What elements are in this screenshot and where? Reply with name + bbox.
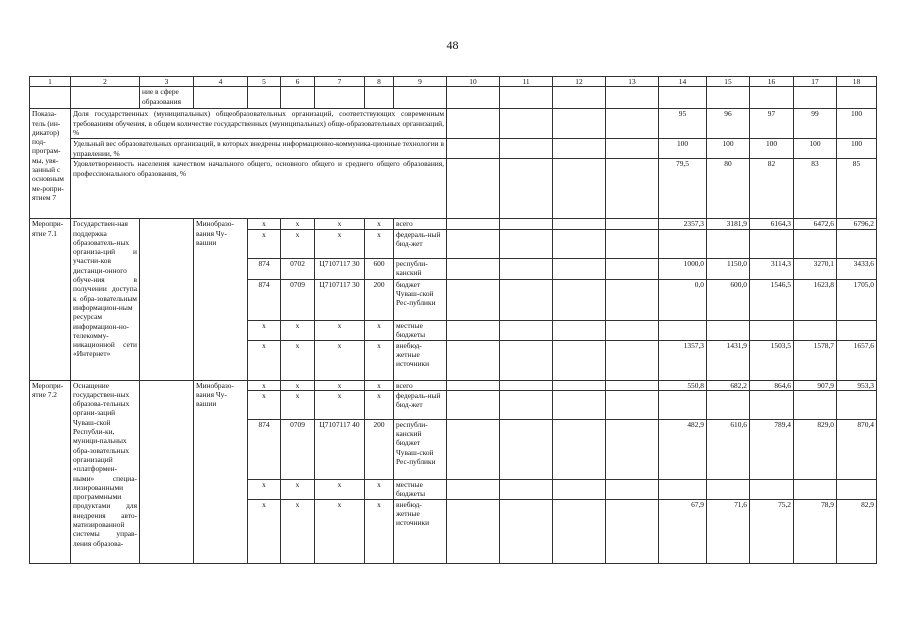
funding-source: федераль-ный бюд-жет (394, 229, 447, 258)
column-number: 7 (315, 77, 365, 87)
funding-row: x x x x внебюд-жетные источники 67,9 71,6 75,2 78,9 82,9 (30, 499, 877, 563)
column-number: 8 (365, 77, 394, 87)
value-cell: 96 (707, 109, 750, 139)
indicator-text: Удельный вес образовательных организаций, в которых внедрены информационно-коммуника-ционные технологии в управлении, % (71, 139, 447, 159)
funding-row: Меропри-ятие 7.1 Государствен-ная поддержка образователь-ных организа-ций и участни-ков дистанци-онного обуче-ния в получении доступа к обра-зовательным информацион-ным ресурсам информацион-но-телекомму-никационной сети «Интернет» Минобразо-вания Чу-вашии x x x x всего 2357,3 3181,9 6164,3 6472,6 6796,2 (30, 219, 877, 229)
value-cell: 67,9 (659, 499, 707, 563)
value-cell: 1503,5 (750, 340, 794, 380)
value-cell: 2357,3 (659, 219, 707, 229)
funding-source: местные бюджеты (394, 479, 447, 499)
column-number: 1 (30, 77, 71, 87)
funding-source: республи-канский (394, 258, 447, 279)
column-number: 10 (447, 77, 500, 87)
value-cell: 83 (794, 159, 837, 219)
value-cell: 1657,6 (837, 340, 877, 380)
value-cell: 1431,9 (707, 340, 750, 380)
indicator-row (30, 139, 877, 159)
value-cell: 3270,1 (794, 258, 837, 279)
page-number: 48 (446, 38, 459, 52)
measure-title: Оснащение государствен-ных образова-тельных органи-заций Чуваш-ской Республи-ки, муници-пальных обра-зовательных организаций «платформен-ными» специа-лизированными программными продуктами для внедрения авто-матизированной системы управ-ления образова- (71, 380, 140, 563)
value-cell: 1150,0 (707, 258, 750, 279)
column-number: 4 (194, 77, 248, 87)
indicator-text: Удовлетворенность населения качеством начального общего, основного общего и среднего общего образования, профессионального образования, % (71, 159, 447, 219)
funding-row: x x x x федераль-ный бюд-жет (30, 229, 877, 258)
value-cell: 80 (707, 159, 750, 219)
column-number: 13 (606, 77, 659, 87)
value-cell: 95 (659, 109, 707, 139)
value-cell: 1000,0 (659, 258, 707, 279)
funding-source: федераль-ный бюд-жет (394, 390, 447, 419)
budget-table (29, 76, 877, 564)
value-cell: 3114,3 (750, 258, 794, 279)
value-cell: 600,0 (707, 279, 750, 320)
value-cell: 100 (794, 139, 837, 159)
value-cell: 482,9 (659, 419, 707, 479)
value-cell: 1357,3 (659, 340, 707, 380)
value-cell: 864,6 (750, 380, 794, 390)
column-number: 5 (248, 77, 281, 87)
column-number: 18 (837, 77, 877, 87)
column-number: 6 (281, 77, 315, 87)
executor: Минобразо-вания Чу-вашии (194, 380, 248, 563)
column-number: 15 (707, 77, 750, 87)
value-cell: 829,0 (794, 419, 837, 479)
measure-label: Меропри-ятие 7.2 (30, 380, 71, 563)
value-cell: 953,3 (837, 380, 877, 390)
funding-row: x x x x внебюд-жетные источники 1357,3 1431,9 1503,5 1578,7 1657,6 (30, 340, 877, 380)
funding-row: x x x x местные бюджеты (30, 479, 877, 499)
value-cell: 907,9 (794, 380, 837, 390)
value-cell: 1578,7 (794, 340, 837, 380)
executor: Минобразо-вания Чу-вашии (194, 219, 248, 380)
value-cell: 85 (837, 159, 877, 219)
value-cell: 100 (837, 109, 877, 139)
column-number-row (30, 77, 877, 87)
value-cell: 78,9 (794, 499, 837, 563)
carry-over-text: ние в сфере образования (140, 87, 194, 109)
column-number: 9 (394, 77, 447, 87)
value-cell: 79,5 (659, 159, 707, 219)
funding-source: внебюд-жетные источники (394, 340, 447, 380)
value-cell: 6796,2 (837, 219, 877, 229)
indicator-row (30, 159, 877, 219)
value-cell: 3181,9 (707, 219, 750, 229)
value-cell: 870,4 (837, 419, 877, 479)
value-cell: 97 (750, 109, 794, 139)
column-number: 17 (794, 77, 837, 87)
value-cell: 3433,6 (837, 258, 877, 279)
value-cell: 100 (659, 139, 707, 159)
funding-source: бюджет Чуваш-ской Рес-публики (394, 279, 447, 320)
funding-row: 874 0709 Ц7107117 40 200 республи-канский бюджет Чуваш-ской Рес-публики 482,9 610,6 789,4 829,0 870,4 (30, 419, 877, 479)
indicator-label: Показа-тель (ин-дикатор) под-програм-мы, увя-занный с основным ме-ропри-ятием 7 (30, 109, 71, 219)
funding-source: местные бюджеты (394, 320, 447, 340)
value-cell: 99 (794, 109, 837, 139)
value-cell: 6164,3 (750, 219, 794, 229)
funding-row: 874 0702 Ц7107117 30 600 республи-канский 1000,0 1150,0 3114,3 3270,1 3433,6 (30, 258, 877, 279)
column-number: 14 (659, 77, 707, 87)
column-number: 16 (750, 77, 794, 87)
funding-source: всего (394, 380, 447, 390)
value-cell: 82,9 (837, 499, 877, 563)
column-number: 3 (140, 77, 194, 87)
value-cell: 610,6 (707, 419, 750, 479)
column-number: 2 (71, 77, 140, 87)
funding-source: внебюд-жетные источники (394, 499, 447, 563)
funding-row: x x x x федераль-ный бюд-жет (30, 390, 877, 419)
value-cell: 789,4 (750, 419, 794, 479)
indicator-text: Доля государственных (муниципальных) общеобразовательных организаций, соответствующих современным требованиям обучения, в общем количестве государственных (муниципальных) обще-образовательных организаций, % (71, 109, 447, 139)
value-cell: 682,2 (707, 380, 750, 390)
funding-row: 874 0709 Ц7107117 30 200 бюджет Чуваш-ской Рес-публики 0,0 600,0 1546,5 1623,8 1705,0 (30, 279, 877, 320)
value-cell: 100 (707, 139, 750, 159)
value-cell: 1623,8 (794, 279, 837, 320)
funding-row: Меропри-ятие 7.2 Оснащение государствен-ных образова-тельных органи-заций Чуваш-ской Республи-ки, муници-пальных обра-зовательных организаций «платформен-ными» специа-лизированными программными продуктами для внедрения авто-матизированной системы управ-ления образова- Минобразо-вания Чу-вашии x x x x всего 550,8 682,2 864,6 907,9 953,3 (30, 380, 877, 390)
value-cell: 75,2 (750, 499, 794, 563)
value-cell: 1705,0 (837, 279, 877, 320)
measure-title: Государствен-ная поддержка образователь-ных организа-ций и участни-ков дистанци-онного обуче-ния в получении доступа к обра-зовательным информацион-ным ресурсам информацион-но-телекомму-никационной сети «Интернет» (71, 219, 140, 380)
value-cell: 1546,5 (750, 279, 794, 320)
funding-source: всего (394, 219, 447, 229)
value-cell: 71,6 (707, 499, 750, 563)
funding-source: республи-канский бюджет Чуваш-ской Рес-публики (394, 419, 447, 479)
funding-row: x x x x местные бюджеты (30, 320, 877, 340)
value-cell: 0,0 (659, 279, 707, 320)
value-cell: 82 (750, 159, 794, 219)
indicator-row (30, 109, 877, 139)
value-cell: 6472,6 (794, 219, 837, 229)
value-cell: 100 (750, 139, 794, 159)
carry-over-row (30, 87, 877, 109)
value-cell: 550,8 (659, 380, 707, 390)
column-number: 12 (553, 77, 606, 87)
column-number: 11 (500, 77, 553, 87)
measure-label: Меропри-ятие 7.1 (30, 219, 71, 380)
value-cell: 100 (837, 139, 877, 159)
